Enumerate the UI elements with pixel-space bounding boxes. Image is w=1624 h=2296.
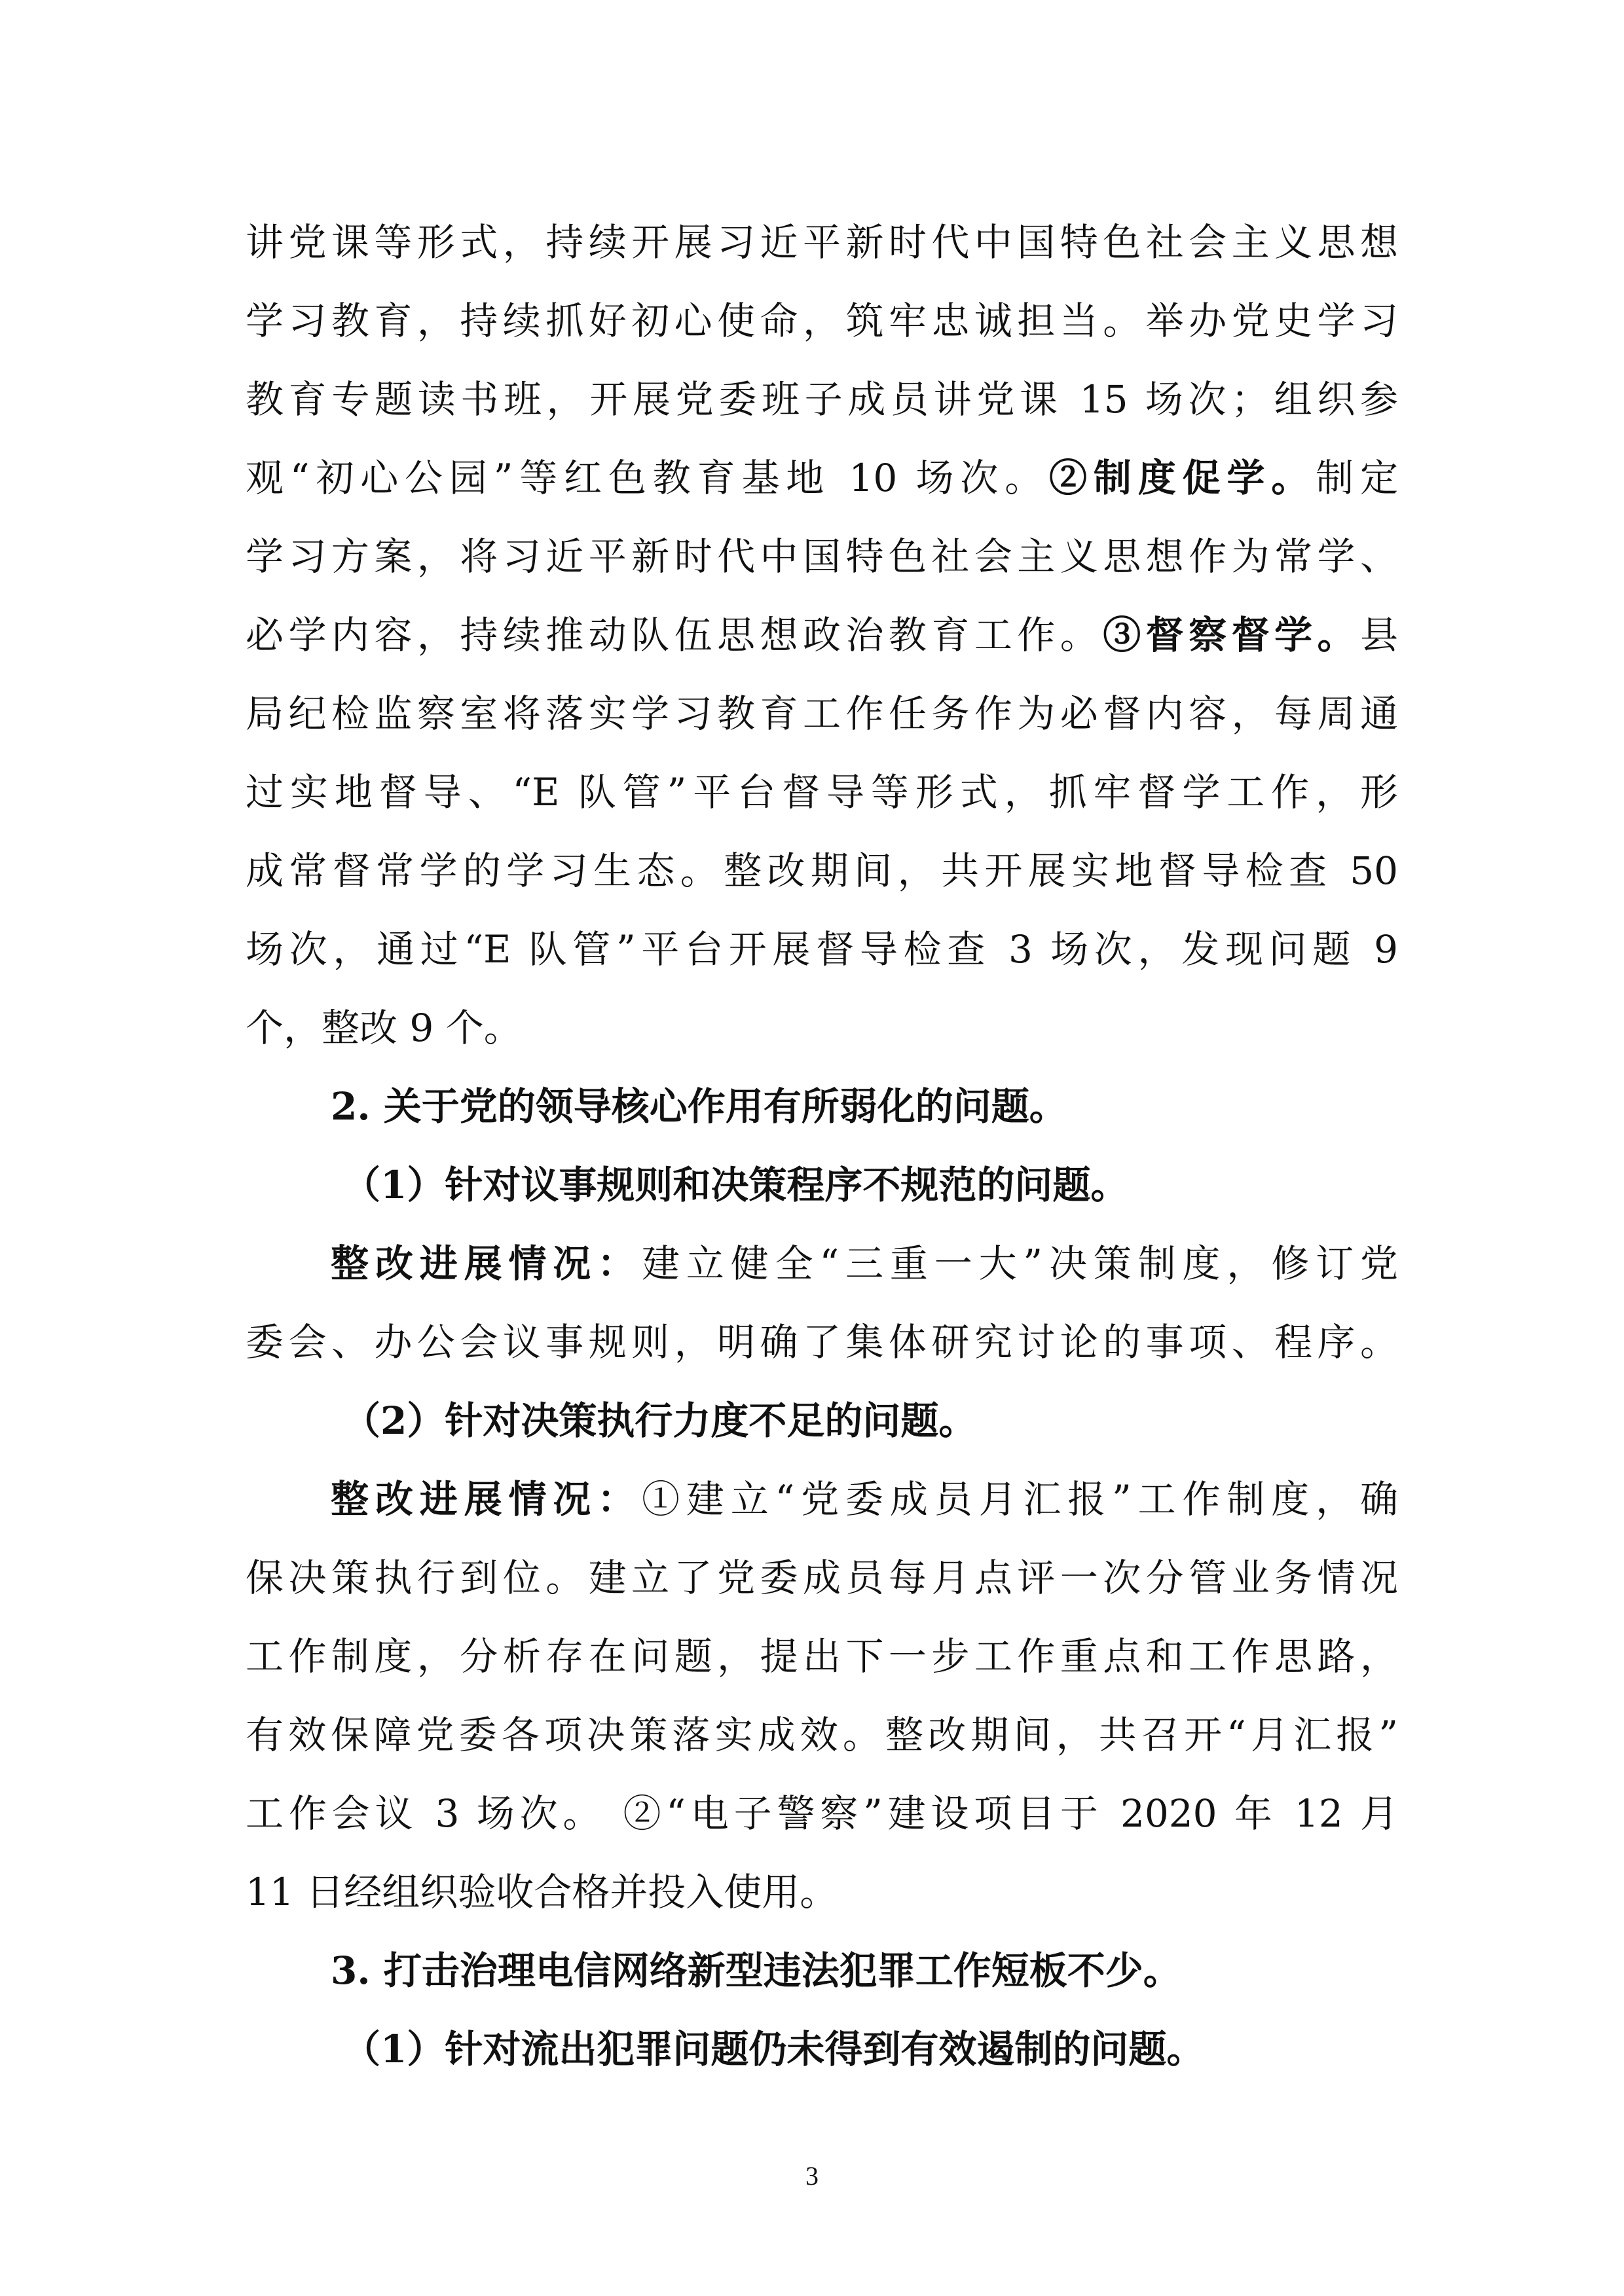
text-line: 个，整改 9 个。 — [246, 1006, 522, 1050]
text-line: 学习方案，将习近平新时代中国特色社会主义思想作为常学、 — [246, 534, 1398, 579]
subsection-heading: （1）针对议事规则和决策程序不规范的问题。 — [342, 1163, 1129, 1207]
text-line: 必学内容，持续推动队伍思想政治教育工作。③督察督学。县 — [246, 613, 1398, 657]
text-line: 观“初心公园”等红色教育基地 10 场次。②制度促学。制定 — [246, 456, 1398, 500]
text-line: 工作会议 3 场次。 ②“电子警察”建设项目于 2020 年 12 月 — [246, 1791, 1398, 1836]
text-line: 整改进展情况：①建立“党委成员月汇报”工作制度，确 — [331, 1477, 1398, 1522]
subsection-heading: （2）针对决策执行力度不足的问题。 — [342, 1398, 977, 1443]
bold-phrase: ③督察督学。 — [1103, 613, 1360, 657]
text-line: 过实地督导、“E 队管”平台督导等形式，抓牢督学工作，形 — [246, 770, 1398, 814]
bold-phrase: 整改进展情况： — [331, 1477, 642, 1522]
text-line: 讲党课等形式，持续开展习近平新时代中国特色社会主义思想 — [246, 220, 1398, 264]
text-line: 学习教育，持续抓好初心使命，筑牢忠诚担当。举办党史学习 — [246, 299, 1398, 343]
text-line: 教育专题读书班，开展党委班子成员讲党课 15 场次；组织参 — [246, 377, 1398, 422]
text-line: 有效保障党委各项决策落实成效。整改期间，共召开“月汇报” — [246, 1713, 1398, 1757]
bold-phrase: ②制度促学。 — [1049, 456, 1316, 500]
bold-phrase: 整改进展情况： — [331, 1241, 642, 1286]
text-line: 局纪检监察室将落实学习教育工作任务作为必督内容，每周通 — [246, 691, 1398, 736]
section-heading: 3. 打击治理电信网络新型违法犯罪工作短板不少。 — [331, 1948, 1181, 1993]
page-number: 3 — [805, 2161, 819, 2191]
text-line: 委会、办公会议事规则，明确了集体研究讨论的事项、程序。 — [246, 1320, 1398, 1364]
text-line: 整改进展情况：建立健全“三重一大”决策制度，修订党 — [331, 1241, 1398, 1286]
text-line: 11 日经组织验收合格并投入使用。 — [246, 1870, 838, 1914]
section-heading: 2. 关于党的领导核心作用有所弱化的问题。 — [331, 1084, 1067, 1129]
text-line: 工作制度，分析存在问题，提出下一步工作重点和工作思路， — [246, 1634, 1398, 1679]
text-line: 场次，通过“E 队管”平台开展督导检查 3 场次，发现问题 9 — [246, 927, 1398, 972]
subsection-heading: （1）针对流出犯罪问题仍未得到有效遏制的问题。 — [342, 2027, 1205, 2071]
text-line: 成常督常学的学习生态。整改期间，共开展实地督导检查 50 — [246, 848, 1398, 893]
text-line: 保决策执行到位。建立了党委成员每月点评一次分管业务情况 — [246, 1556, 1398, 1600]
